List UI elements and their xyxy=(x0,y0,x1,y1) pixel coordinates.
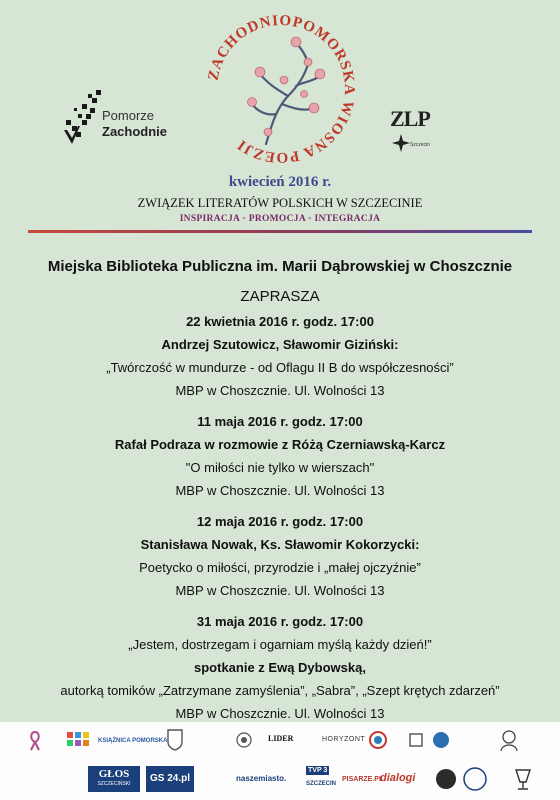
sponsor-ribbon-icon xyxy=(28,730,42,752)
event-authors: Rafał Podraza w rozmowie z Różą Czerniawską-Karcz xyxy=(114,437,446,452)
pomorze-zachodnie-mark-icon xyxy=(62,86,102,156)
event-place: MBP w Choszcznie. Ul. Wolności 13 xyxy=(175,706,385,721)
event-place: MBP w Choszcznie. Ul. Wolności 13 xyxy=(175,383,385,398)
emblem-circular-title: ZACHODNIOPOMORSKA WIOSNA POEZJI xyxy=(205,12,358,166)
sponsor-pisarze-text: PISARZE.PL xyxy=(342,776,384,783)
svg-text:ZACHODNIOPOMORSKA WIOSNA POEZJ xyxy=(206,13,358,165)
event-2 xyxy=(0,410,560,502)
poster-content xyxy=(0,252,560,725)
organizer-name: ZWIĄZEK LITERATÓW POLSKICH W SZCZECINIE xyxy=(137,196,423,210)
sponsor-colorful-logo-icon xyxy=(66,730,92,752)
event-date: 11 maja 2016 r. godz. 17:00 xyxy=(197,414,363,429)
sponsor-crest-icon xyxy=(166,728,184,752)
event-date: 12 maja 2016 r. godz. 17:00 xyxy=(196,514,364,529)
zlp-logo-text: ZLP xyxy=(390,106,430,131)
sponsor-gs24-logo xyxy=(146,766,194,792)
library-name: Miejska Biblioteka Publiczna im. Marii Dąbrowskiej w Choszcznie xyxy=(47,258,513,275)
sponsor-tvp-logo xyxy=(306,766,336,792)
event-place: MBP w Choszcznie. Ul. Wolności 13 xyxy=(175,483,385,498)
poster-header xyxy=(0,0,560,240)
sponsor-emblem-icon xyxy=(408,732,424,748)
sponsor-lider-text: LIDER xyxy=(268,734,294,743)
sponsor-horyzont-text: HORYZONT xyxy=(322,736,366,743)
sponsor-dialogi-text: dialogi xyxy=(380,772,416,784)
logo-zachodnie-text: Zachodnie xyxy=(102,124,168,139)
event-authors: Andrzej Szutowicz, Sławomir Giziński: xyxy=(161,337,399,352)
zlp-city-text: Szczecin xyxy=(410,142,431,148)
event-authors: Stanisława Nowak, Ks. Sławomir Kokorzycki: xyxy=(140,537,420,552)
event-title: "O miłości nie tylko w wierszach" xyxy=(185,460,375,475)
header-divider xyxy=(28,230,532,233)
event-quote: „Jestem, dostrzegam i ogarniam myślą każdy dzień!” xyxy=(128,637,432,652)
event-place: MBP w Choszcznie. Ul. Wolności 13 xyxy=(175,583,385,598)
compass-rose-icon xyxy=(392,134,410,152)
event-title: Poetycko o miłości, przyrodzie i „małej ojczyźnie” xyxy=(139,560,421,575)
event-date: 22 kwietnia 2016 r. godz. 17:00 xyxy=(186,314,374,329)
sponsor-gs24-text: GS 24.pl xyxy=(149,773,190,784)
zlp-logo xyxy=(390,106,430,156)
sponsor-ksiaznica-text: KSIĄŻNICA POMORSKA xyxy=(98,738,168,744)
invites-heading: ZAPRASZA xyxy=(240,288,320,305)
pomorze-zachodnie-logo xyxy=(62,86,172,156)
sponsor-tvp-text: TVP 3 xyxy=(308,767,328,774)
sponsor-glos-text: GŁOS xyxy=(98,768,130,780)
event-4 xyxy=(0,610,560,725)
event-date: 31 maja 2016 r. godz. 17:00 xyxy=(196,614,364,629)
sponsors-strip xyxy=(0,722,560,800)
logo-pomorze-text: Pomorze xyxy=(102,108,155,123)
sponsor-portrait-icon xyxy=(498,728,520,752)
sponsor-glos-sub-text: SZCZECIŃSKI xyxy=(97,781,131,787)
sponsor-cup-icon xyxy=(512,766,534,792)
event-title: „Twórczość w mundurze - od Oflagu II B do współczesności” xyxy=(106,360,454,375)
motto: INSPIRACJA ◦ PROMOCJA ◦ INTEGRACJA xyxy=(179,214,381,224)
sponsor-circle-logo-icon xyxy=(368,730,388,750)
wiosna-poezji-emblem xyxy=(196,4,366,174)
event-authors: spotkanie z Ewą Dybowską, xyxy=(194,660,366,675)
event-1 xyxy=(0,310,560,402)
sponsor-tvp-sub-text: SZCZECIN xyxy=(306,781,336,787)
sponsor-glos-logo xyxy=(88,766,140,792)
festival-date: kwiecień 2016 r. xyxy=(228,174,332,190)
sponsor-blue-badge-icon xyxy=(432,730,450,750)
sponsor-dark-logo-icon xyxy=(434,766,458,792)
sponsor-round-logo-icon xyxy=(462,766,488,792)
event-3 xyxy=(0,510,560,602)
event-title: autorką tomików „Zatrzymane zamyślenia”, „Sabra”, „Szept krętych zdarzeń” xyxy=(60,683,500,698)
sponsor-seal-icon xyxy=(236,732,252,748)
sponsor-naszemiasto-text: naszemiasto. xyxy=(236,774,287,783)
